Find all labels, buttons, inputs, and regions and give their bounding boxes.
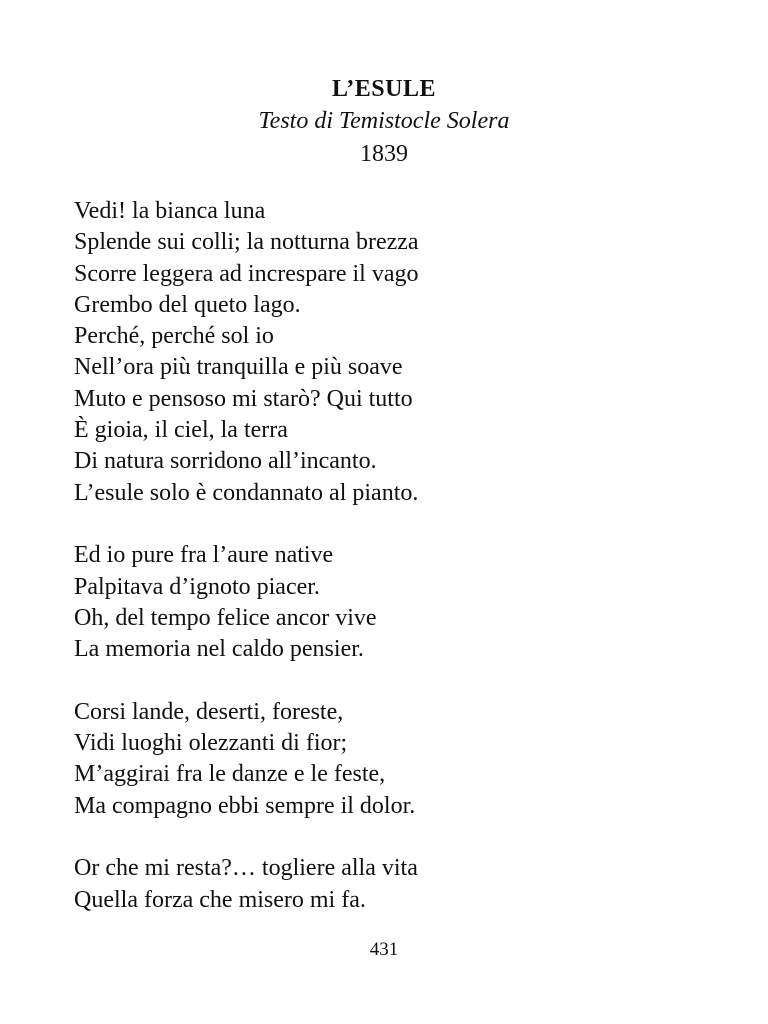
- poem-line: Vedi! la bianca luna: [74, 198, 266, 224]
- poem-line: M’aggirai fra le danze e le feste,: [74, 761, 386, 788]
- poem-line: L’esule solo è condannato al pianto.: [74, 479, 419, 506]
- stanza: [74, 853, 714, 916]
- poem-line: Or che mi resta?… togliere alla vita: [74, 855, 418, 882]
- poem-line: Corsi lande, deserti, foreste,: [74, 698, 344, 725]
- poem-line: Scorre leggera ad increspare il vago: [74, 260, 419, 287]
- poem-line: Vidi luoghi olezzanti di fior;: [74, 730, 348, 757]
- poem-line: Nell’ora più tranquilla e più soave: [74, 354, 403, 381]
- poem-line: La memoria nel caldo pensier.: [74, 636, 364, 663]
- poem-line: Di natura sorridono all’incanto.: [74, 448, 377, 475]
- poem-line: È gioia, il ciel, la terra: [74, 417, 288, 444]
- stanza: [74, 196, 714, 509]
- poem-line: Quella forza che misero mi fa.: [74, 886, 366, 913]
- poem-line: Ed io pure fra l’aure native: [74, 542, 334, 569]
- poem-body: [74, 196, 714, 947]
- page-number: 431: [369, 939, 399, 960]
- poem-author-credit: Testo di Temistocle Solera: [258, 108, 510, 134]
- poem-line: Palpitava d’ignoto piacer.: [74, 573, 320, 600]
- stanza: [74, 540, 714, 665]
- poem-line: Grembo del queto lago.: [74, 291, 301, 318]
- stanza: [74, 697, 714, 822]
- poem-year: 1839: [360, 141, 408, 167]
- poem-line: Muto e pensoso mi starò? Qui tutto: [74, 385, 413, 412]
- poem-line: Ma compagno ebbi sempre il dolor.: [74, 792, 416, 819]
- poem-line: Perché, perché sol io: [74, 323, 274, 350]
- poem-line: Oh, del tempo felice ancor vive: [74, 604, 377, 631]
- poem-title: L’ESULE: [332, 76, 436, 102]
- poem-line: Splende sui colli; la notturna brezza: [74, 229, 419, 256]
